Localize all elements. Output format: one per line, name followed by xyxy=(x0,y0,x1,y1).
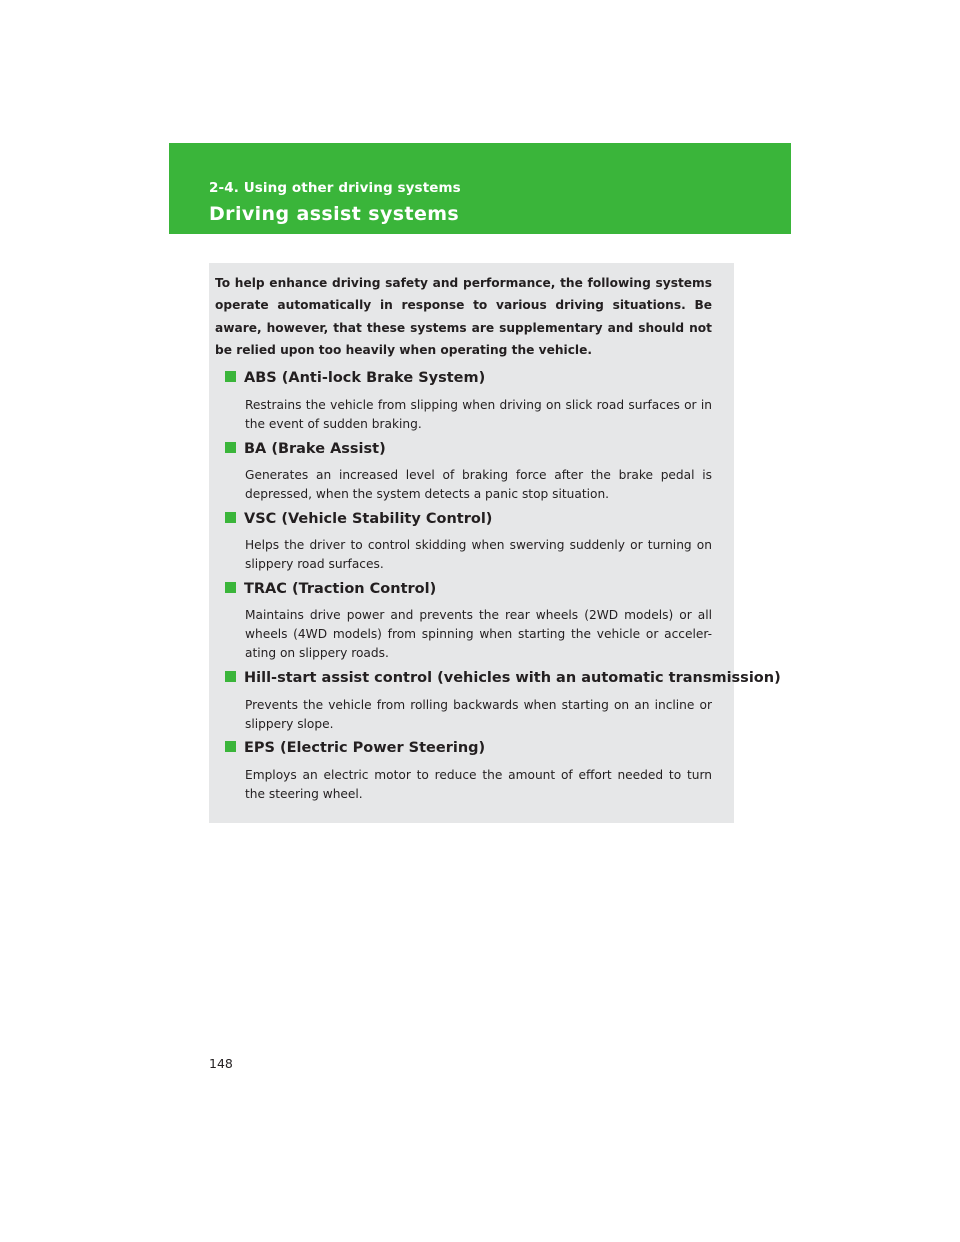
intro-paragraph: To help enhance driving safety and performance, the following systems operate automatically in response to various driving situations. Be aware, however, that these systems are supplementary and should not be relied upon too heavily when operating the vehicle. xyxy=(215,276,712,357)
square-bullet-icon xyxy=(225,741,236,752)
item-body-eps: Employs an electric motor to reduce the amount of effort needed to turn the steering wheel. xyxy=(245,768,712,801)
square-bullet-icon xyxy=(225,582,236,593)
item-body-ba: Generates an increased level of braking force after the brake pedal is depressed, when the system detects a panic stop situation. xyxy=(245,468,712,501)
item-body-trac: Maintains drive power and prevents the rear wheels (2WD models) or all wheels (4WD models) from spinning when starting the vehicle or acceler-ating on slippery roads. xyxy=(245,608,712,660)
square-bullet-icon xyxy=(225,371,236,382)
item-heading-label: ABS (Anti-lock Brake System) xyxy=(244,370,486,386)
item-body-abs: Restrains the vehicle from slipping when driving on slick road surfaces or in the event of sudden braking. xyxy=(245,398,712,431)
square-bullet-icon xyxy=(225,512,236,523)
item-heading-vsc xyxy=(225,511,492,527)
section-label: 2-4. Using other driving systems xyxy=(209,180,461,196)
item-body-vsc: Helps the driver to control skidding when swerving suddenly or turning on slippery road surfaces. xyxy=(245,538,712,571)
content-box xyxy=(209,263,781,823)
square-bullet-icon xyxy=(225,442,236,453)
section-header-band xyxy=(169,143,791,234)
item-heading-ba xyxy=(225,441,386,457)
item-body-hill-start: Prevents the vehicle from rolling backwards when starting on an incline or slippery slope. xyxy=(245,698,712,731)
item-heading-abs xyxy=(225,370,485,386)
page-number: 148 xyxy=(209,1056,233,1071)
item-heading-label: BA (Brake Assist) xyxy=(244,441,386,457)
item-heading-label: TRAC (Traction Control) xyxy=(244,581,437,597)
item-heading-label: Hill-start assist control (vehicles with an automatic transmission) xyxy=(244,670,781,686)
item-heading-trac xyxy=(225,581,436,597)
item-heading-label: VSC (Vehicle Stability Control) xyxy=(244,511,493,527)
item-heading-eps xyxy=(225,740,485,756)
item-heading-hill-start xyxy=(225,670,781,686)
page-title: Driving assist systems xyxy=(209,203,460,225)
item-heading-label: EPS (Electric Power Steering) xyxy=(244,740,486,756)
square-bullet-icon xyxy=(225,671,236,682)
